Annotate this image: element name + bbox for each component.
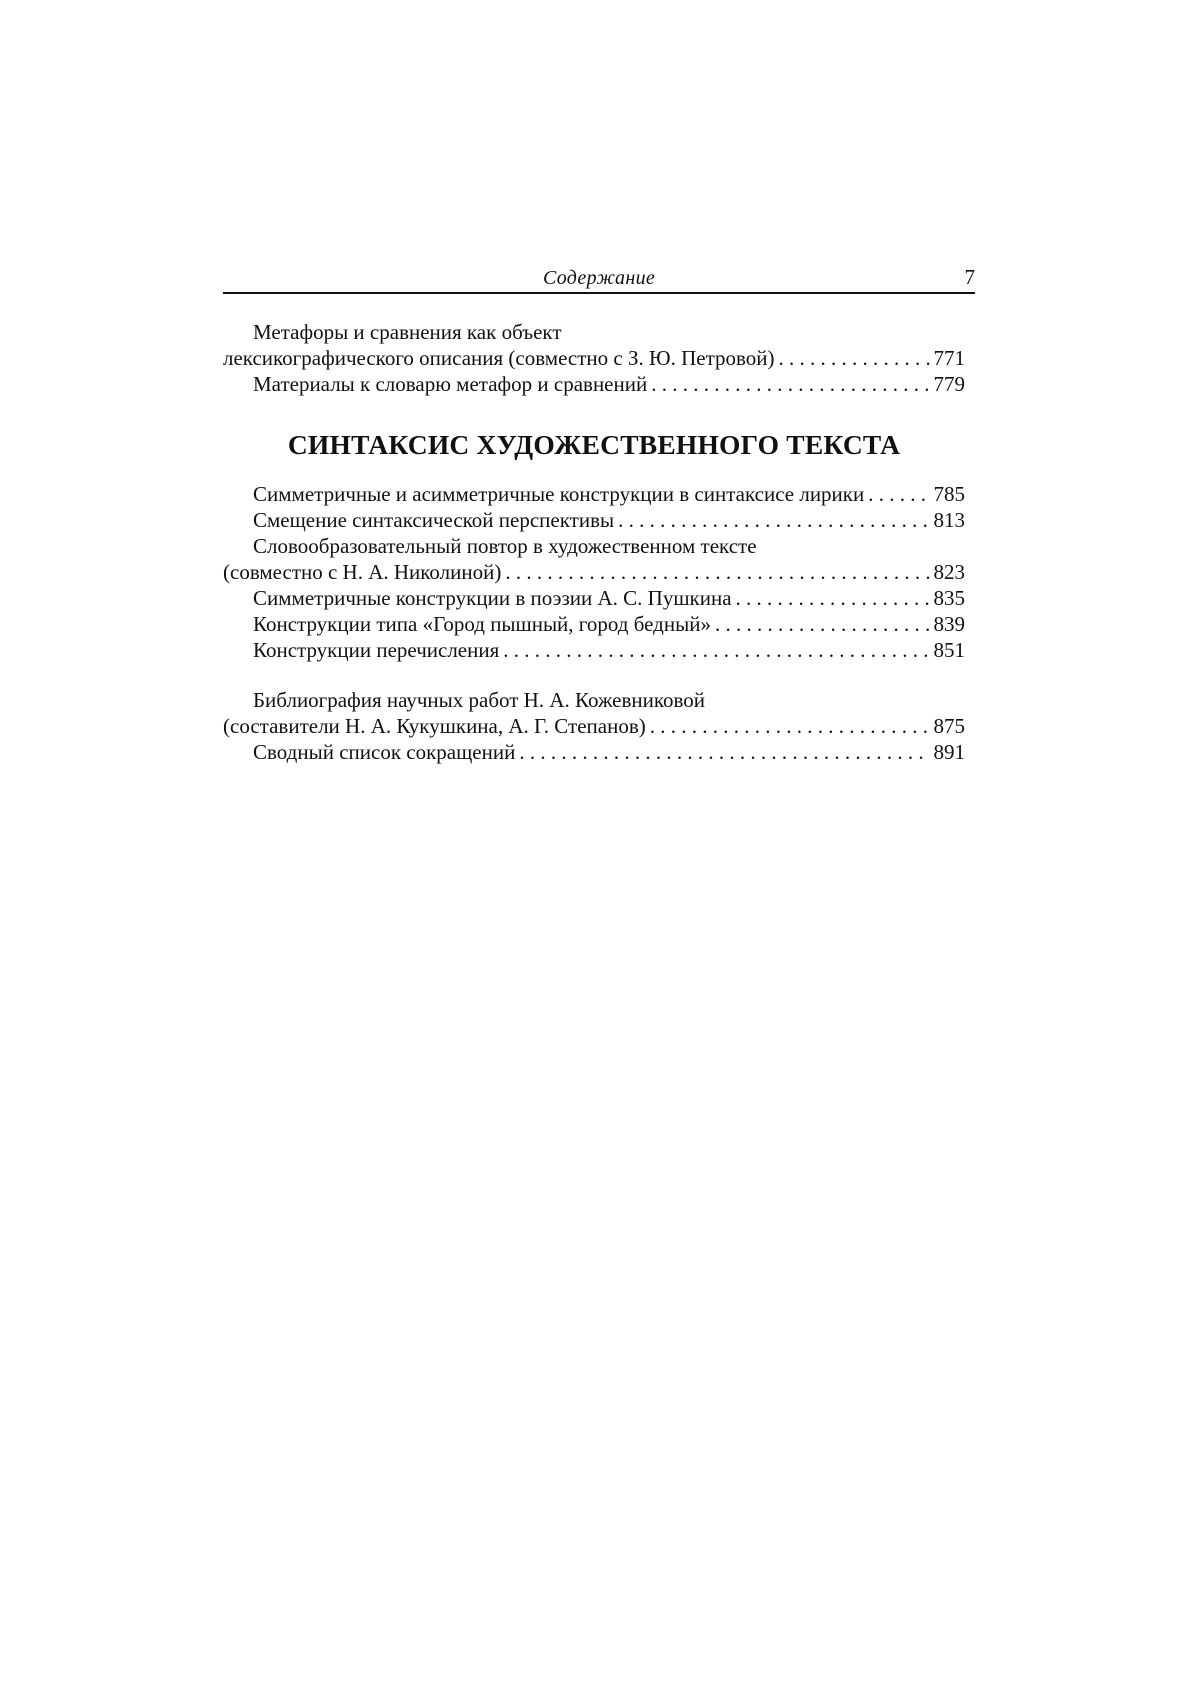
toc-entry-title-line: Симметричные и асимметричные конструкции в синтаксисе лирики bbox=[253, 482, 865, 506]
section-heading: СИНТАКСИС ХУДОЖЕСТВЕННОГО ТЕКСТА bbox=[287, 429, 901, 460]
running-header bbox=[223, 262, 975, 294]
dot-leader bbox=[868, 481, 929, 507]
toc-entry-title-line: Конструкции перечисления bbox=[253, 638, 500, 662]
toc-entry bbox=[223, 319, 965, 371]
toc-entry-title-line: Сводный список сокращений bbox=[253, 740, 516, 764]
toc-entry-title-line: лексикографического описания (совместно с З. Ю. Петровой) bbox=[223, 346, 775, 370]
toc-entry-title-line: Метафоры и сравнения как объект bbox=[253, 320, 562, 344]
dot-leader bbox=[715, 611, 930, 637]
toc-entry-title-line: Конструкции типа «Город пышный, город бедный» bbox=[253, 612, 711, 636]
toc-entry bbox=[223, 585, 965, 611]
toc-entry-page: 835 bbox=[933, 586, 965, 610]
toc-entry-page: 891 bbox=[933, 740, 965, 764]
dot-leader bbox=[736, 585, 930, 611]
dot-leader bbox=[650, 713, 930, 739]
toc-entry-page: 839 bbox=[933, 612, 965, 636]
toc-entry-title-line: Смещение синтаксической перспективы bbox=[253, 508, 615, 532]
running-title: Содержание bbox=[542, 267, 656, 289]
toc-entry bbox=[223, 481, 965, 507]
toc-entry bbox=[223, 687, 965, 739]
toc-entry-page: 779 bbox=[933, 372, 965, 396]
dot-leader bbox=[519, 739, 929, 765]
toc-entry-title-line: (составители Н. А. Кукушкина, А. Г. Степанов) bbox=[223, 714, 646, 738]
page-number: 7 bbox=[964, 265, 975, 289]
toc-entry-page: 823 bbox=[933, 560, 965, 584]
dot-leader bbox=[651, 371, 929, 397]
toc-entry bbox=[223, 371, 965, 397]
dot-leader bbox=[618, 507, 929, 533]
toc-entry-page: 785 bbox=[933, 482, 965, 506]
page-block bbox=[223, 262, 975, 765]
toc-entry-page: 851 bbox=[933, 638, 965, 662]
toc-entry-title-line: Библиография научных работ Н. А. Кожевниковой bbox=[253, 688, 706, 712]
toc-entry-title-line: Материалы к словарю метафор и сравнений bbox=[253, 372, 648, 396]
toc-entry-title-line: Симметричные конструкции в поэзии А. С. Пушкина bbox=[253, 586, 732, 610]
toc-entry bbox=[223, 533, 965, 585]
toc-entry bbox=[223, 611, 965, 637]
toc-entry bbox=[223, 637, 965, 663]
toc-entry-page: 875 bbox=[933, 714, 965, 738]
toc-entry-title-line: Словообразовательный повтор в художественном тексте bbox=[253, 534, 757, 558]
toc-entry-title-line: (совместно с Н. А. Николиной) bbox=[223, 560, 502, 584]
toc-entry bbox=[223, 507, 965, 533]
toc-entry-page: 813 bbox=[933, 508, 965, 532]
table-of-contents bbox=[223, 294, 965, 765]
dot-leader bbox=[779, 345, 930, 371]
dot-leader bbox=[505, 559, 929, 585]
toc-entry-page: 771 bbox=[933, 346, 965, 370]
dot-leader bbox=[503, 637, 929, 663]
toc-entry bbox=[223, 739, 965, 765]
